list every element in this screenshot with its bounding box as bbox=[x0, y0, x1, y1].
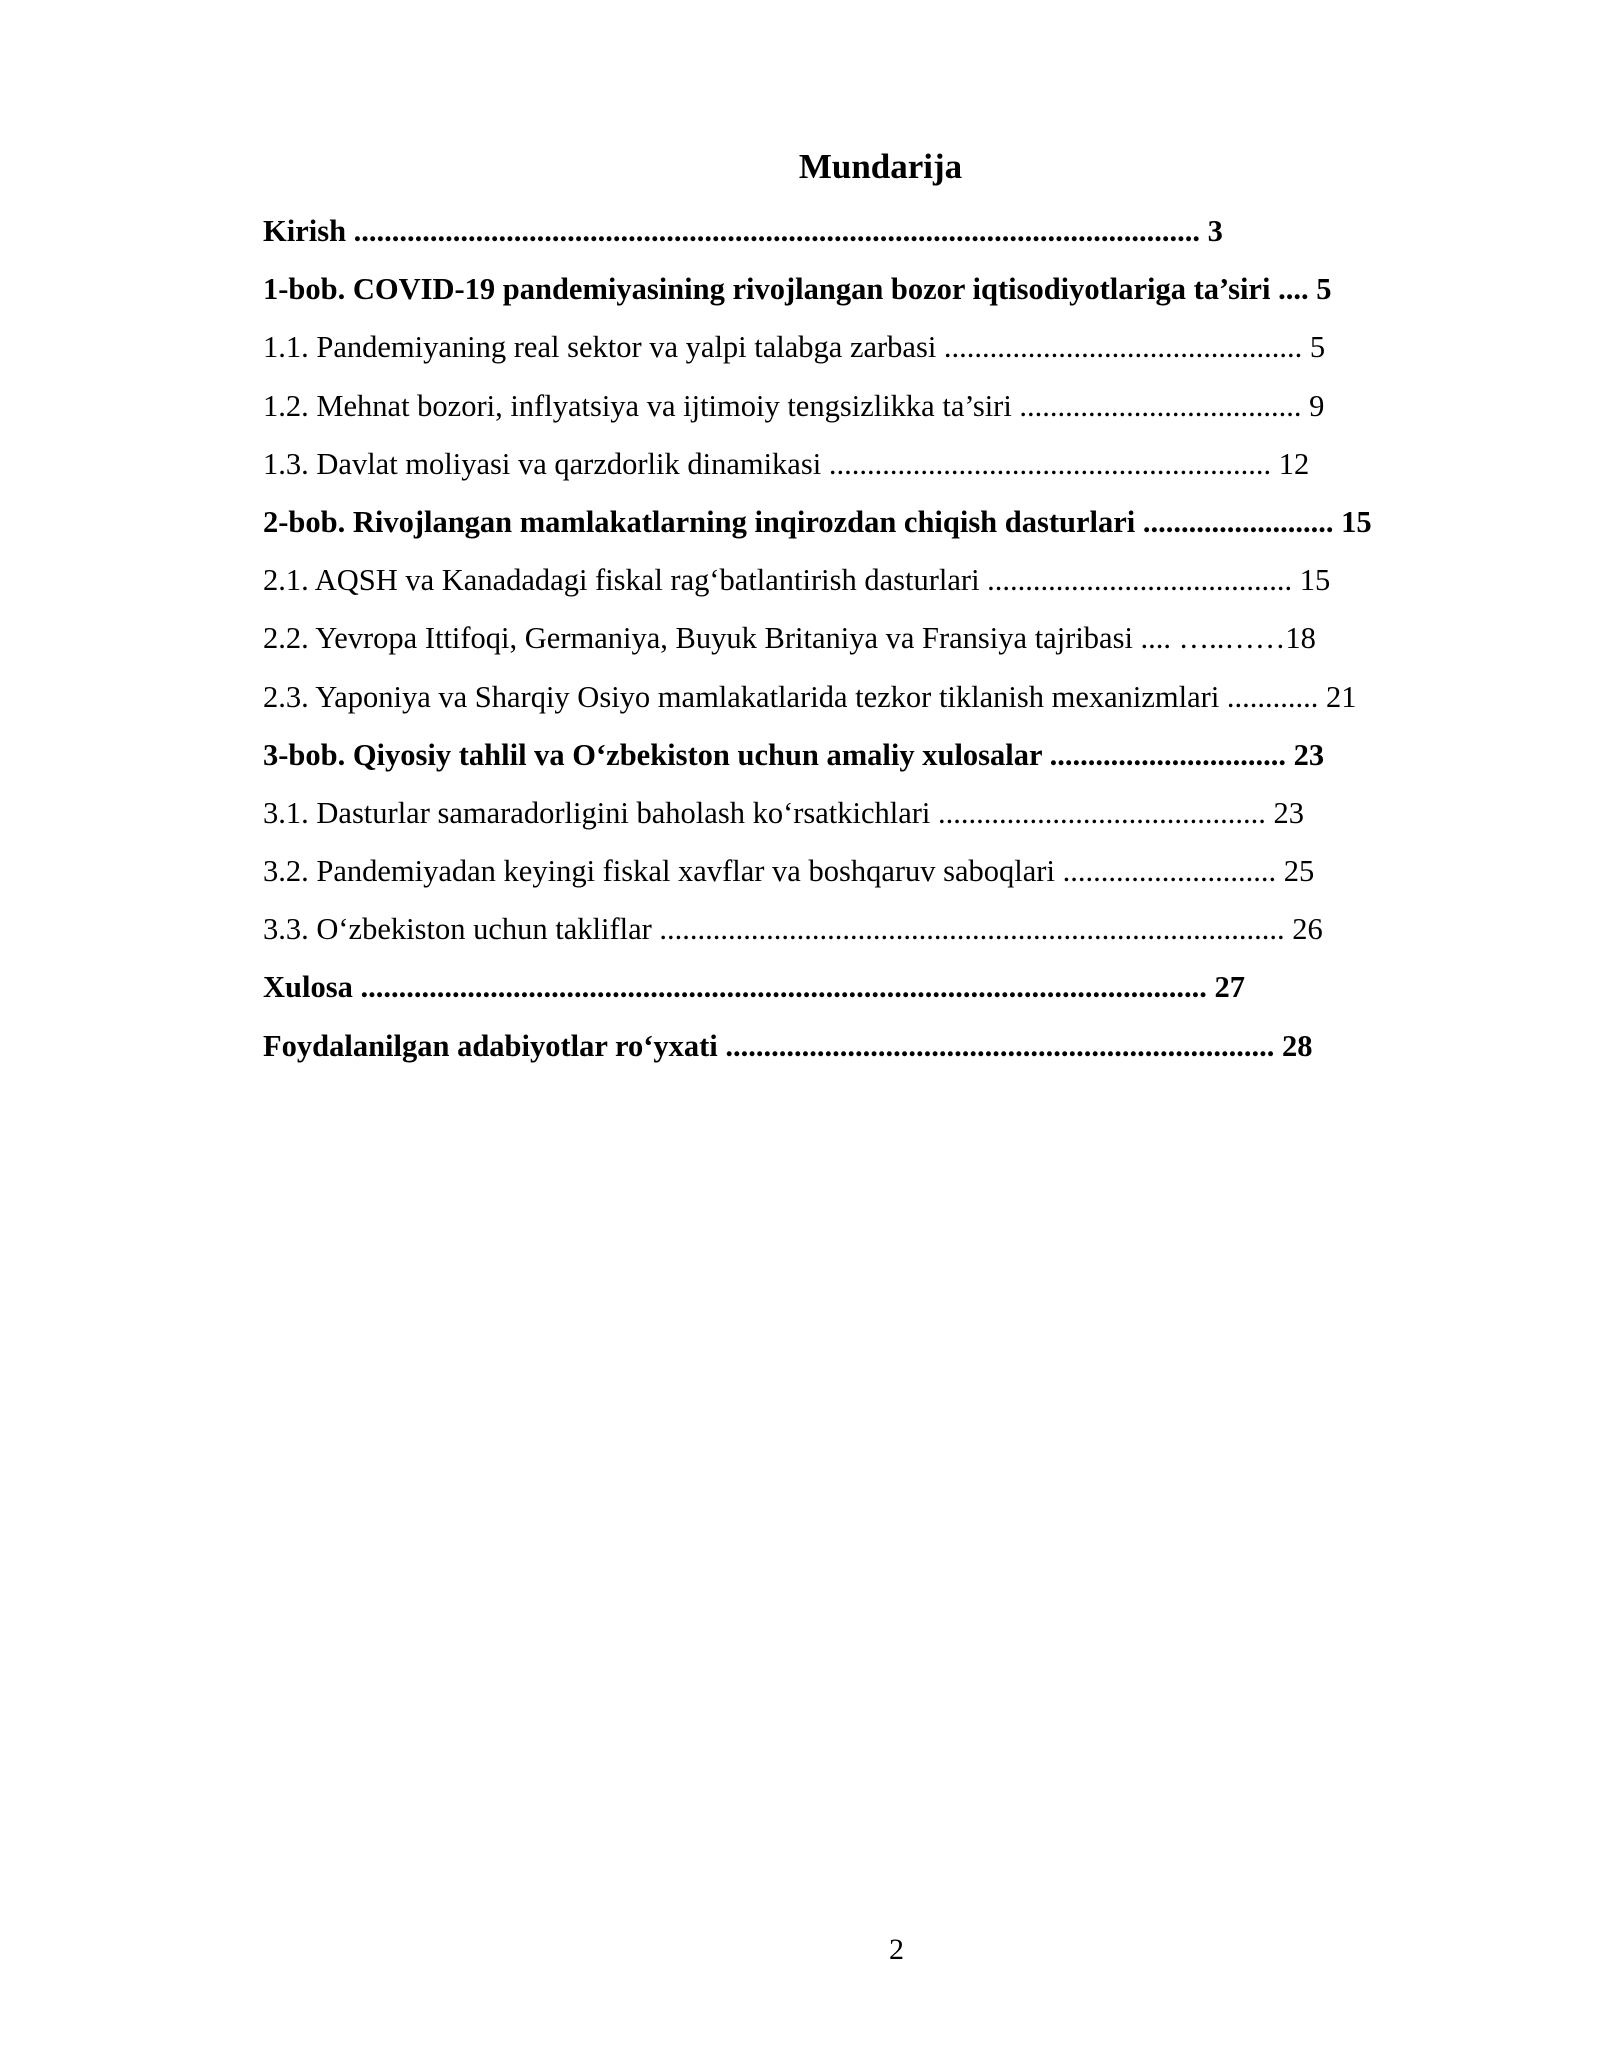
toc-entry-chapter-2[interactable]: 2-bob. Rivojlangan mamlakatlarning inqirozdan chiqish dasturlari ......................... 15 bbox=[263, 504, 1372, 539]
toc-entry-section-2-3[interactable]: 2.3. Yaponiya va Sharqiy Osiyo mamlakatlarida tezkor tiklanish mexanizmlari ............ 21 bbox=[263, 679, 1357, 714]
toc-entry-chapter-3[interactable]: 3-bob. Qiyosiy tahlil va O‘zbekiston uchun amaliy xulosalar ............................... 23 bbox=[263, 737, 1325, 772]
table-of-contents bbox=[263, 210, 1503, 1083]
toc-entry-section-3-3[interactable]: 3.3. O‘zbekiston uchun takliflar .................................................................................. 26 bbox=[263, 912, 1323, 947]
toc-entry-section-3-2[interactable]: 3.2. Pandemiyadan keyingi fiskal xavflar va boshqaruv saboqlari ............................ 25 bbox=[263, 854, 1315, 889]
toc-entry-section-2-1[interactable]: 2.1. AQSH va Kanadadagi fiskal rag‘batlantirish dasturlari ........................................ 15 bbox=[263, 563, 1331, 598]
toc-entry-references[interactable]: Foydalanilgan adabiyotlar ro‘yxati ........................................................................ 28 bbox=[263, 1028, 1313, 1063]
toc-entry-kirish[interactable]: Kirish ............................................................................................................... 3 bbox=[263, 214, 1223, 248]
toc-entry-section-3-1[interactable]: 3.1. Dasturlar samaradorligini baholash ko‘rsatkichlari ........................................... 23 bbox=[263, 795, 1305, 830]
toc-entry-section-2-2[interactable]: 2.2. Yevropa Ittifoqi, Germaniya, Buyuk Britaniya va Fransiya tajribasi .... …..……18 bbox=[263, 621, 1316, 656]
toc-entry-chapter-1[interactable]: 1-bob. COVID-19 pandemiyasining rivojlangan bozor iqtisodiyotlariga ta’siri .... 5 bbox=[263, 272, 1332, 307]
toc-entry-section-1-2[interactable]: 1.2. Mehnat bozori, inflyatsiya va ijtimoiy tengsizlikka ta’siri ..................................... 9 bbox=[263, 388, 1325, 423]
page-number: 2 bbox=[889, 1933, 904, 1966]
toc-entry-section-1-1[interactable]: 1.1. Pandemiyaning real sektor va yalpi talabga zarbasi ............................................... 5 bbox=[263, 330, 1326, 365]
toc-entry-xulosa[interactable]: Xulosa ............................................................................................................... 27 bbox=[263, 970, 1245, 1005]
toc-entry-section-1-3[interactable]: 1.3. Davlat moliyasi va qarzdorlik dinamikasi .......................................................... 12 bbox=[263, 446, 1310, 481]
page-title: Mundarija bbox=[798, 147, 963, 186]
